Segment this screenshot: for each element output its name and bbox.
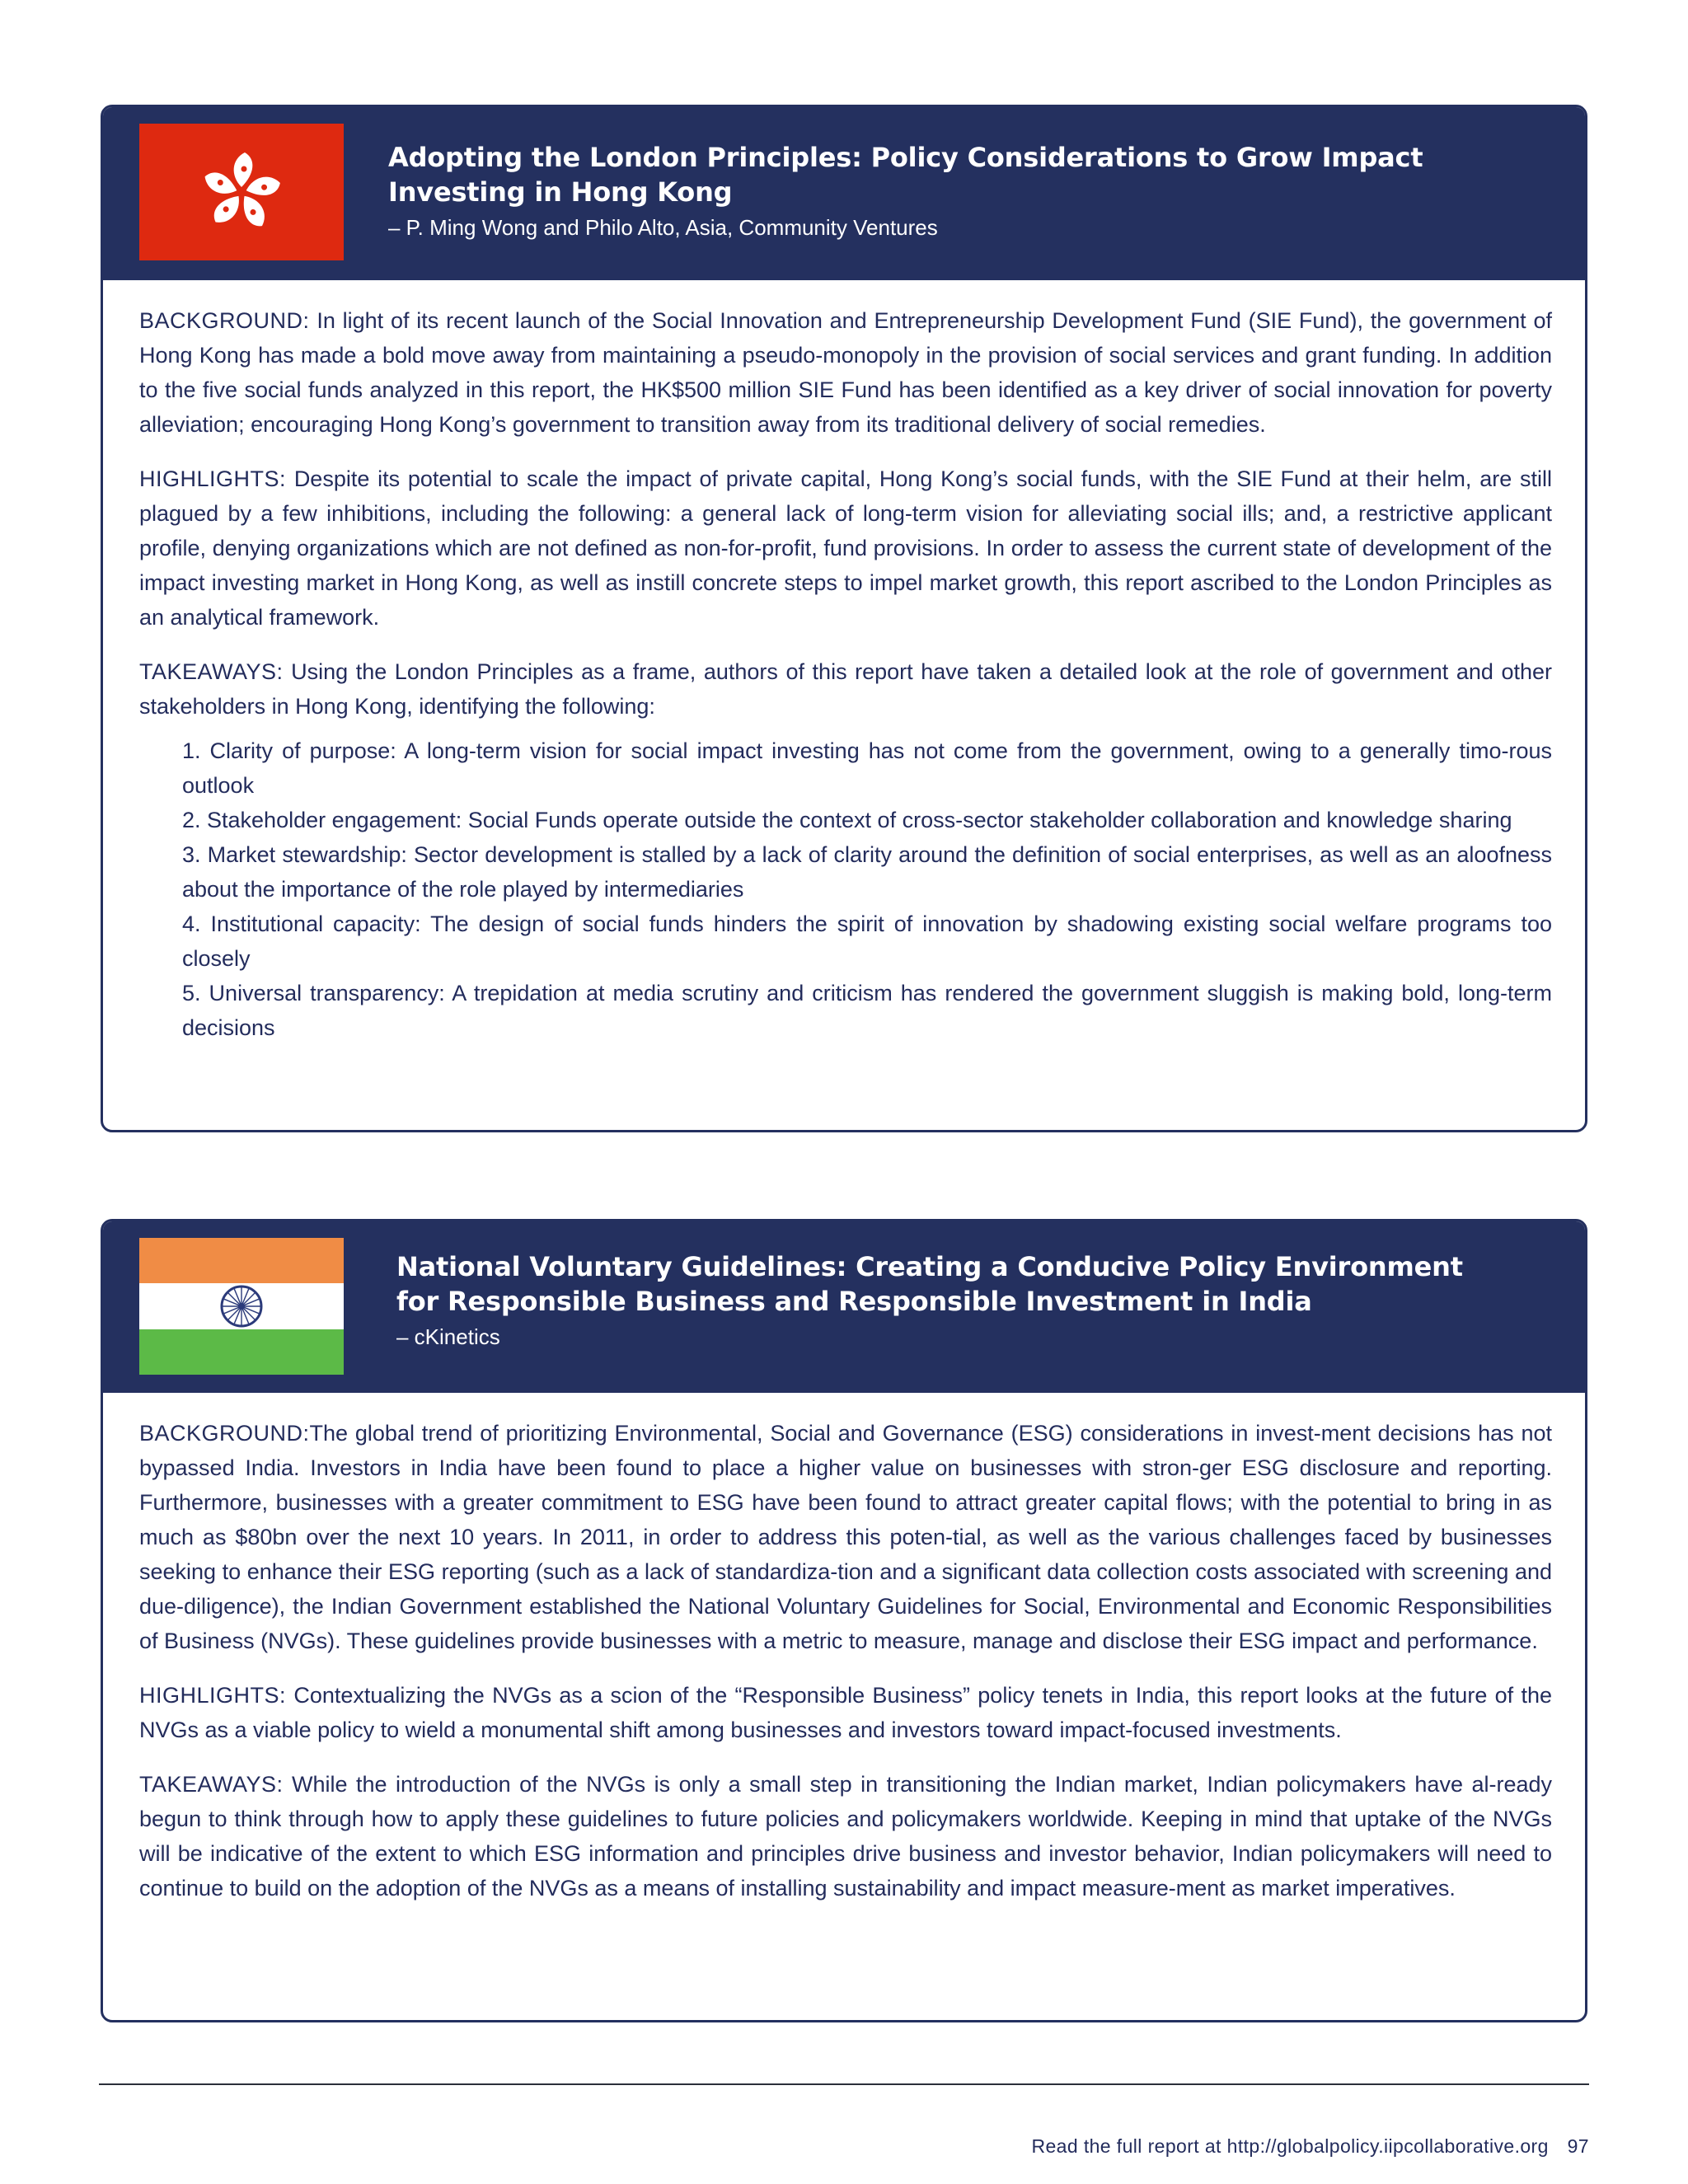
takeaways-label: TAKEAWAYS: [139,659,284,684]
card-header [103,1221,1585,1393]
card-author: – P. Ming Wong and Philo Alto, Asia, Community Ventures [388,215,938,240]
background-label: BACKGROUND: [139,308,310,333]
highlights-paragraph [139,1678,1552,1747]
footer [1031,2135,1589,2158]
takeaways-list [139,733,1552,1045]
takeaways-text: While the introduction of the NVGs is only a small step in transitioning the Indian market, Indian policymakers have al-ready begun to think through how to apply these guidelines to future policies and policymakers worldwide. Keeping in mind that uptake of the NVGs will be indicative of the extent to which ESG information and principles drive business and investor behavior, Indian policymakers will need to continue to build on the adoption of the NVGs as a means of installing sustainability and impact measure-ment as market imperatives. [139,1772,1552,1900]
hong-kong-flag-icon [139,124,344,260]
background-text: In light of its recent launch of the Social Innovation and Entrepreneurship Development Fund (SIE Fund), the government of Hong Kong has made a bold move away from maintaining a pseudo-monopoly in the provision of social services and grant funding. In addition to the five social funds analyzed in this report, the HK$500 million SIE Fund has been identified as a key driver of social innovation for poverty alleviation; encouraging Hong Kong’s government to transition away from its traditional delivery of social remedies. [139,308,1552,437]
highlights-label: HIGHLIGHTS: [139,466,287,491]
footer-divider [99,2083,1589,2085]
india-flag-icon [139,1238,344,1375]
card-header [103,107,1585,280]
takeaways-label: TAKEAWAYS: [139,1772,284,1797]
highlights-paragraph [139,462,1552,635]
list-item: 3. Market stewardship: Sector development is stalled by a lack of clarity around the definition of social enterprises, as well as an aloofness about the importance of the role played by intermediaries [182,842,1552,902]
list-item: 4. Institutional capacity: The design of social funds hinders the spirit of innovation by shadowing existing social welfare programs too closely [182,912,1552,971]
card-body [103,1393,1585,1905]
card-title: Adopting the London Principles: Policy Considerations to Grow Impact Investing in Hong Kong [388,142,1423,208]
takeaways-paragraph [139,654,1552,724]
card-title: National Voluntary Guidelines: Creating a Conducive Policy Environment for Responsible Business and Responsible Investment in India [396,1251,1463,1317]
list-item: 5. Universal transparency: A trepidation at media scrutiny and criticism has rendered the government sluggish is making bold, long-term decisions [182,981,1552,1040]
list-item: 1. Clarity of purpose: A long-term vision for social impact investing has not come from the government, owing to a generally timo-rous outlook [182,738,1552,798]
highlights-label: HIGHLIGHTS: [139,1683,287,1708]
background-paragraph [139,303,1552,442]
highlights-text: Despite its potential to scale the impact of private capital, Hong Kong’s social funds, with the SIE Fund at their helm, are still plagued by a few inhibitions, including the following: a general lack of long-term vision for alleviating social ills; and, a restrictive applicant profile, denying organizations which are not defined as non-for-profit, fund provisions. In order to assess the current state of development of the impact investing market in Hong Kong, as well as instill concrete steps to impel market growth, this report ascribed to the London Principles as an analytical framework. [139,466,1552,630]
takeaways-paragraph [139,1767,1552,1905]
policy-card-hong-kong [101,105,1587,1132]
footer-link-text[interactable]: Read the full report at http://globalpolicy.iipcollaborative.org [1031,2135,1549,2157]
background-label: BACKGROUND: [139,1421,310,1446]
background-paragraph [139,1416,1552,1658]
policy-card-india [101,1219,1587,2022]
list-item: 2. Stakeholder engagement: Social Funds operate outside the context of cross-sector stakeholder collaboration and knowledge sharing [182,808,1512,832]
takeaways-text: Using the London Principles as a frame, authors of this report have taken a detailed look at the role of government and other stakeholders in Hong Kong, identifying the following: [139,659,1552,719]
background-text: The global trend of prioritizing Environmental, Social and Governance (ESG) considerations in invest-ment decisions has not bypassed India. Investors in India have been found to place a higher value on businesses with stron-ger ESG disclosure and reporting. Furthermore, businesses with a greater commitment to ESG have been found to attract greater capital flows; with the potential to bring in as much as $80bn over the next 10 years. In 2011, in order to address this poten-tial, as well as the various challenges faced by businesses seeking to enhance their ESG reporting (such as a lack of standardiza-tion and a significant data collection costs associated with screening and due-diligence), the Indian Government established the National Voluntary Guidelines for Social, Environmental and Economic Responsibilities of Business (NVGs). These guidelines provide businesses with a metric to measure, manage and disclose their ESG impact and performance. [139,1421,1552,1653]
card-author: – cKinetics [396,1324,500,1349]
card-body [103,280,1585,1045]
page-number: 97 [1567,2135,1589,2157]
highlights-text: Contextualizing the NVGs as a scion of the “Responsible Business” policy tenets in India, this report looks at the future of the NVGs as a viable policy to wield a monumental shift among businesses and investors toward impact-focused investments. [139,1683,1552,1742]
